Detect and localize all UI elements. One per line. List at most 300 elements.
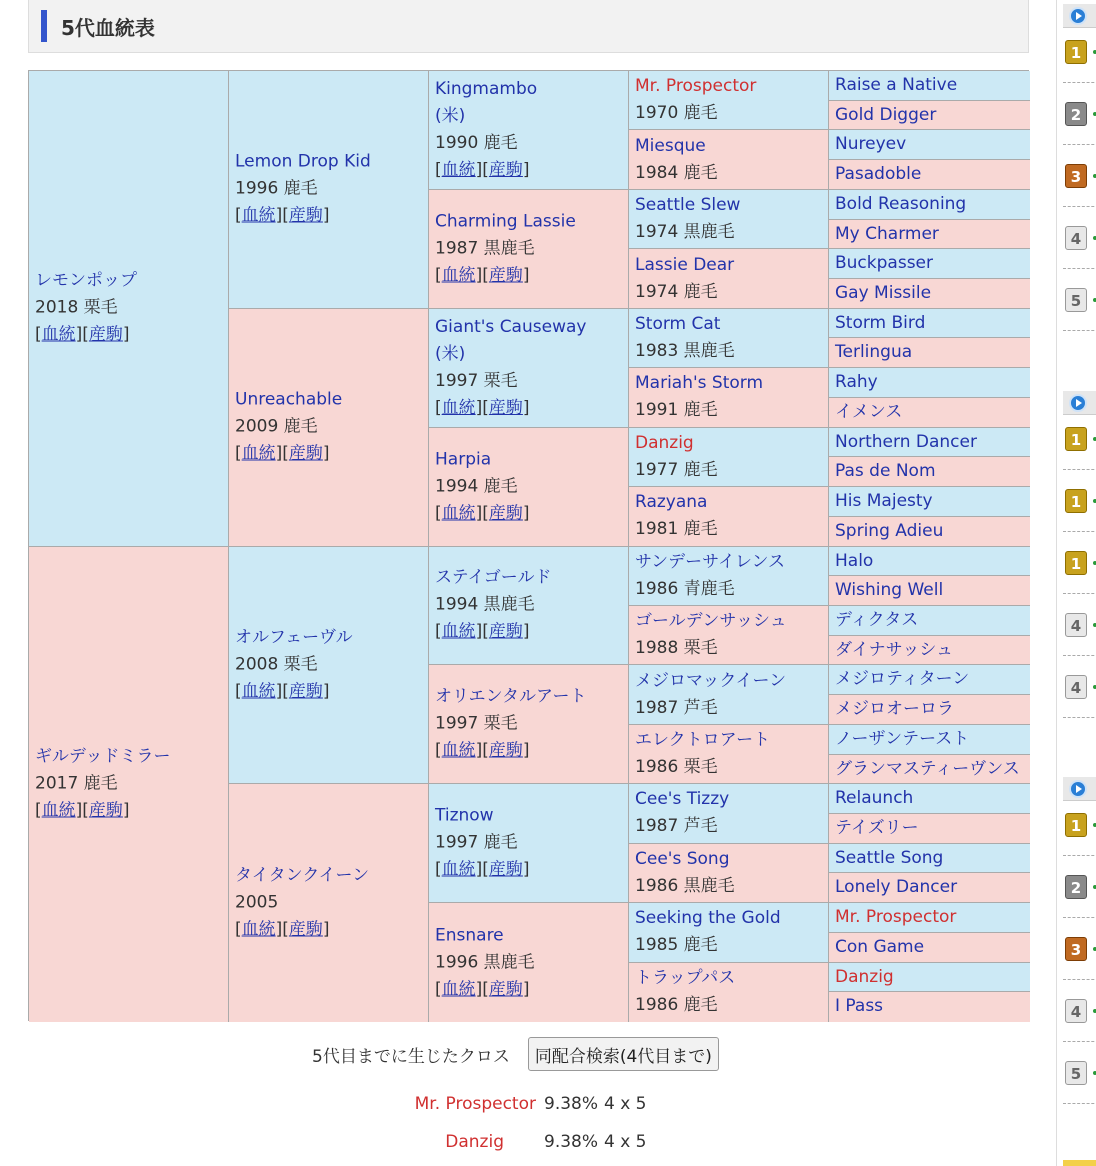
cross-item: [0, 1094, 700, 1118]
pedigree-table: [28, 70, 1029, 1021]
cell-content: [835, 101, 1024, 129]
play-circle-icon: [1069, 7, 1087, 25]
cell-content: [435, 803, 624, 884]
pedigree-cell-gen4: [629, 130, 829, 189]
horse-links: [血統][産駒]: [435, 159, 530, 180]
cross-row: [312, 1036, 719, 1072]
horse-name-link[interactable]: Bold Reasoning: [835, 193, 967, 214]
pedigree-cell-gen5: [829, 844, 1030, 874]
horse-name-link[interactable]: Spring Adieu: [835, 520, 944, 541]
horse-links: [血統][産駒]: [435, 859, 530, 880]
cell-content: [635, 905, 824, 959]
horse-name-link[interactable]: タイタンクイーン: [235, 865, 370, 886]
horse-name-link[interactable]: ゴールデンサッシュ: [635, 611, 787, 632]
horse-year-color: 1997 栗毛: [435, 370, 518, 391]
pedigree-cell-gen5: [829, 398, 1030, 428]
horse-name-link[interactable]: Charming Lassie: [435, 211, 576, 232]
horse-name-link[interactable]: ダイナサッシュ: [835, 639, 953, 660]
pedigree-cell-gen3: [429, 547, 629, 666]
cell-content: [835, 428, 1024, 456]
cell-content: [835, 725, 1024, 753]
offspring-link[interactable]: 産駒: [488, 397, 523, 418]
horse-name-link[interactable]: Lonely Dancer: [835, 877, 958, 898]
pedigree-link[interactable]: 血統: [41, 800, 76, 821]
horse-name-link[interactable]: Tiznow: [435, 805, 494, 826]
horse-name-link[interactable]: Northern Dancer: [835, 431, 977, 452]
pedigree-cell-gen4: [629, 487, 829, 546]
cell-content: [835, 547, 1024, 575]
pedigree-cell-gen5: [829, 160, 1030, 190]
rank-badge[interactable]: 4: [1065, 675, 1087, 699]
pedigree-cell-gen5: [829, 576, 1030, 606]
horse-links: [血統][産駒]: [435, 979, 530, 1000]
section-header: [28, 0, 1029, 53]
pedigree-cell-gen4: [629, 368, 829, 427]
horse-year-color: 2009 鹿毛: [235, 416, 318, 437]
horse-name-link[interactable]: ギルデッドミラー: [35, 746, 171, 767]
horse-name-link[interactable]: テイズリー: [835, 817, 919, 838]
pedigree-cell-gen5: [829, 309, 1030, 339]
horse-year-color: 1987 芦毛: [635, 816, 718, 837]
pedigree-cell-gen3: [429, 71, 629, 190]
horse-name-link[interactable]: オルフェーヴル: [235, 627, 353, 648]
horse-links: [血統][産駒]: [435, 503, 530, 524]
horse-name-link[interactable]: My Charmer: [835, 223, 939, 244]
header-accent-bar: [41, 10, 47, 42]
horse-name-link[interactable]: ノーザンテースト: [835, 728, 970, 749]
right-sidebar: [1056, 0, 1096, 1166]
pedigree-cell-gen5: [829, 963, 1030, 993]
pedigree-cell-gen2: [229, 547, 429, 785]
horse-links: [血統][産駒]: [35, 324, 130, 345]
horse-name-link[interactable]: Ensnare: [435, 925, 504, 946]
cell-content: [435, 684, 624, 765]
cell-content: [835, 844, 1024, 872]
horse-name-link[interactable]: Giant's Causeway: [435, 316, 587, 337]
rank-badge[interactable]: 4: [1065, 226, 1087, 250]
horse-name-link[interactable]: Harpia: [435, 449, 492, 470]
horse-year-color: 1996 黒鹿毛: [435, 952, 535, 973]
offspring-link[interactable]: 産駒: [488, 621, 523, 642]
pedigree-cell-gen4: [629, 71, 829, 130]
sidebar-divider: [1063, 268, 1096, 269]
pedigree-cell-gen5: [829, 547, 1030, 577]
pedigree-cell-gen4: [629, 725, 829, 784]
offspring-link[interactable]: 産駒: [288, 681, 323, 702]
cell-content: [235, 149, 424, 230]
horse-name-link[interactable]: メジロティターン: [835, 669, 970, 690]
cell-content: [435, 922, 624, 1003]
cell-content: [835, 784, 1024, 812]
horse-name-link[interactable]: Seattle Slew: [635, 195, 741, 216]
pedigree-link[interactable]: 血統: [441, 397, 476, 418]
offspring-link[interactable]: 産駒: [288, 205, 323, 226]
cell-content: [835, 695, 1024, 723]
offspring-link[interactable]: 産駒: [488, 979, 523, 1000]
offspring-link[interactable]: 産駒: [488, 740, 523, 761]
horse-name-link[interactable]: Lemon Drop Kid: [235, 151, 371, 172]
pedigree-link[interactable]: 血統: [241, 681, 276, 702]
pedigree-cell-gen3: [429, 903, 629, 1022]
pedigree-cell-gen4: [629, 844, 829, 903]
sidebar-divider: [1063, 206, 1096, 207]
sidebar-divider: [1063, 82, 1096, 83]
horse-year-color: 1990 鹿毛: [435, 132, 518, 153]
horse-year-color: 1985 鹿毛: [635, 935, 718, 956]
pedigree-cell-gen5: [829, 725, 1030, 755]
rank-badge[interactable]: 5: [1065, 1061, 1087, 1085]
rank-badge[interactable]: 1: [1065, 813, 1087, 837]
pedigree-link[interactable]: 血統: [441, 503, 476, 524]
pedigree-link[interactable]: 血統: [41, 324, 76, 345]
horse-name-link[interactable]: メジロオーロラ: [835, 699, 954, 720]
cell-content: [35, 268, 224, 349]
offspring-link[interactable]: 産駒: [488, 265, 523, 286]
horse-links: [血統][産駒]: [435, 740, 530, 761]
sidebar-divider: [1063, 593, 1096, 594]
rank-badge[interactable]: 4: [1065, 999, 1087, 1023]
pedigree-cell-gen1: [29, 547, 229, 1023]
rank-badge[interactable]: 1: [1065, 427, 1087, 451]
horse-name-link[interactable]: Storm Bird: [835, 312, 926, 333]
horse-year-color: 1981 鹿毛: [635, 519, 718, 540]
horse-name-link[interactable]: I Pass: [835, 996, 884, 1017]
cell-content: [835, 368, 1024, 396]
horse-name-link[interactable]: Kingmambo: [435, 78, 538, 99]
cell-content: [635, 311, 824, 365]
horse-links: [血統][産駒]: [235, 443, 330, 464]
horse-origin-link[interactable]: (米): [435, 343, 466, 364]
pedigree-cell-gen4: [629, 903, 829, 962]
pedigree-cell-gen4: [629, 606, 829, 665]
horse-name-link[interactable]: Pas de Nom: [835, 461, 936, 482]
horse-year-color: 1983 黒鹿毛: [635, 340, 735, 361]
offspring-link[interactable]: 産駒: [488, 159, 523, 180]
horse-year-color: 1987 芦毛: [635, 697, 718, 718]
sidebar-divider: [1063, 917, 1096, 918]
pedigree-cell-gen5: [829, 368, 1030, 398]
rank-badge[interactable]: 1: [1065, 551, 1087, 575]
horse-name-link[interactable]: Seeking the Gold: [635, 908, 781, 929]
horse-year-color: 1988 栗毛: [635, 638, 718, 659]
cell-content: [835, 487, 1024, 515]
pedigree-cell-gen5: [829, 695, 1030, 725]
horse-links: [血統][産駒]: [435, 265, 530, 286]
horse-links: [血統][産駒]: [35, 800, 130, 821]
sidebar-divider: [1063, 531, 1096, 532]
horse-year-color: 1974 黒鹿毛: [635, 222, 735, 243]
pedigree-cell-gen5: [829, 101, 1030, 131]
cell-content: [635, 133, 824, 187]
cell-content: [635, 252, 824, 306]
offspring-link[interactable]: 産駒: [288, 443, 323, 464]
sidebar-divider: [1063, 1103, 1096, 1104]
cell-content: [835, 665, 1024, 693]
cell-content: [235, 387, 424, 468]
horse-name-link[interactable]: Cee's Song: [635, 848, 730, 869]
pedigree-link[interactable]: 血統: [441, 979, 476, 1000]
sidebar-section-header: [1063, 777, 1096, 801]
pedigree-cell-gen5: [829, 933, 1030, 963]
pedigree-cell-gen5: [829, 130, 1030, 160]
offspring-link[interactable]: 産駒: [288, 919, 323, 940]
cell-content: [235, 624, 424, 705]
horse-year-color: 1996 鹿毛: [235, 178, 318, 199]
horse-year-color: 1986 鹿毛: [635, 995, 718, 1016]
cell-content: [635, 608, 824, 662]
pedigree-cell-gen5: [829, 220, 1030, 250]
cross-generation: 4 x 5: [604, 1094, 647, 1114]
horse-name-link[interactable]: Mr. Prospector: [635, 76, 757, 97]
horse-name-link[interactable]: サンデーサイレンス: [635, 551, 786, 572]
pedigree-cell-gen4: [629, 784, 829, 843]
horse-year-color: 1974 鹿毛: [635, 281, 718, 302]
offspring-link[interactable]: 産駒: [88, 324, 123, 345]
cross-horse-link[interactable]: Mr. Prospector: [414, 1094, 536, 1114]
horse-name-link[interactable]: Raise a Native: [835, 75, 958, 95]
horse-name-link[interactable]: オリエンタルアート: [435, 686, 587, 707]
pedigree-cell-gen5: [829, 755, 1030, 785]
rank-badge[interactable]: 4: [1065, 613, 1087, 637]
pedigree-cell-gen4: [629, 665, 829, 724]
horse-year-color: 1997 鹿毛: [435, 832, 518, 853]
cell-content: [435, 446, 624, 527]
cell-content: [835, 755, 1024, 783]
rank-badge[interactable]: 3: [1065, 164, 1087, 188]
cell-content: [435, 208, 624, 289]
pedigree-link[interactable]: 血統: [441, 740, 476, 761]
horse-name-link[interactable]: Gay Missile: [835, 283, 932, 304]
cell-content: [835, 576, 1024, 604]
cell-content: [835, 636, 1024, 664]
cell-content: [835, 130, 1024, 158]
cell-content: [35, 744, 224, 825]
pedigree-cell-gen5: [829, 338, 1030, 368]
horse-year-color: 2017 鹿毛: [35, 773, 118, 794]
horse-name-link[interactable]: Nureyev: [835, 134, 907, 155]
page-title: 5代血統表: [61, 16, 155, 40]
sidebar-bottom-bar: [1063, 1160, 1096, 1166]
offspring-link[interactable]: 産駒: [488, 503, 523, 524]
horse-name-link[interactable]: Mr. Prospector: [835, 907, 957, 928]
pedigree-link[interactable]: 血統: [441, 621, 476, 642]
pedigree-cell-gen5: [829, 814, 1030, 844]
horse-name-link[interactable]: ディクタス: [835, 609, 919, 630]
cell-content: [835, 338, 1024, 366]
cell-content: [835, 71, 1024, 99]
horse-year-color: 1994 鹿毛: [435, 476, 518, 497]
play-circle-icon: [1069, 780, 1087, 798]
horse-name-link[interactable]: イメンス: [835, 401, 903, 422]
cell-content: [635, 430, 824, 484]
pedigree-cell-gen5: [829, 606, 1030, 636]
rank-badge[interactable]: 1: [1065, 40, 1087, 64]
cell-content: [635, 73, 824, 127]
same-mating-search-button[interactable]: 同配合検索(4代目まで): [528, 1037, 719, 1071]
pedigree-cell-gen4: [629, 547, 829, 606]
pedigree-cell-gen5: [829, 636, 1030, 666]
pedigree-link[interactable]: 血統: [241, 205, 276, 226]
sidebar-divider: [1063, 979, 1096, 980]
pedigree-cell-gen4: [629, 249, 829, 308]
pedigree-cell-gen4: [629, 428, 829, 487]
cross-generation: 4 x 5: [604, 1132, 647, 1152]
sidebar-section-header: [1063, 391, 1096, 415]
cell-content: [635, 370, 824, 424]
cell-content: [835, 814, 1024, 842]
pedigree-cell-gen5: [829, 903, 1030, 933]
pedigree-cell-gen2: [229, 71, 429, 309]
sidebar-divider: [1063, 655, 1096, 656]
cell-content: [235, 863, 424, 944]
rank-badge[interactable]: 2: [1065, 102, 1087, 126]
pedigree-cell-gen5: [829, 279, 1030, 309]
horse-name-link[interactable]: Unreachable: [235, 389, 343, 410]
horse-name-link[interactable]: His Majesty: [835, 491, 933, 512]
rank-badge[interactable]: 2: [1065, 875, 1087, 899]
horse-name-link[interactable]: Mariah's Storm: [635, 373, 764, 394]
horse-year-color: 2005: [235, 892, 279, 913]
pedigree-cell-gen4: [629, 963, 829, 1022]
pedigree-cell-gen4: [629, 309, 829, 368]
cell-content: [635, 727, 824, 781]
horse-name-link[interactable]: エレクトロアート: [635, 730, 771, 751]
pedigree-cell-gen3: [429, 428, 629, 547]
cell-content: [435, 76, 624, 184]
pedigree-link[interactable]: 血統: [441, 265, 476, 286]
horse-name-link[interactable]: レモンポップ: [35, 270, 137, 291]
cell-content: [835, 933, 1024, 961]
cross-horse-link[interactable]: Danzig: [445, 1132, 504, 1152]
pedigree-cell-gen5: [829, 457, 1030, 487]
horse-year-color: 1970 鹿毛: [635, 103, 718, 124]
horse-name-link[interactable]: Wishing Well: [835, 580, 944, 601]
sidebar-divider: [1063, 855, 1096, 856]
horse-name-link[interactable]: メジロマックイーン: [635, 670, 787, 691]
cross-item: [0, 1132, 700, 1156]
pedigree-cell-gen4: [629, 190, 829, 249]
cell-content: [835, 160, 1024, 188]
horse-name-link[interactable]: Storm Cat: [635, 313, 721, 334]
pedigree-cell-gen5: [829, 487, 1030, 517]
pedigree-link[interactable]: 血統: [241, 443, 276, 464]
sidebar-section-header: [1063, 4, 1096, 28]
horse-links: [血統][産駒]: [235, 919, 330, 940]
rank-badge[interactable]: 5: [1065, 288, 1087, 312]
sidebar-divider: [1063, 717, 1096, 718]
sidebar-divider: [1063, 1041, 1096, 1042]
pedigree-cell-gen5: [829, 249, 1030, 279]
horse-name-link[interactable]: Rahy: [835, 372, 878, 393]
sidebar-divider: [1063, 469, 1096, 470]
horse-name-link[interactable]: Razyana: [635, 492, 708, 513]
horse-name-link[interactable]: Seattle Song: [835, 847, 944, 868]
pedigree-cell-gen5: [829, 71, 1030, 101]
horse-year-color: 1986 栗毛: [635, 757, 718, 778]
pedigree-link[interactable]: 血統: [441, 859, 476, 880]
cell-content: [835, 190, 1024, 218]
cell-content: [835, 457, 1024, 485]
cell-content: [835, 517, 1024, 545]
horse-links: [血統][産駒]: [235, 205, 330, 226]
horse-name-link[interactable]: Con Game: [835, 936, 925, 957]
rank-badge[interactable]: 3: [1065, 937, 1087, 961]
horse-name-link[interactable]: Terlingua: [835, 342, 913, 363]
horse-name-link[interactable]: Danzig: [635, 432, 694, 453]
pedigree-cell-gen5: [829, 190, 1030, 220]
horse-name-link[interactable]: トラップパス: [635, 968, 736, 989]
offspring-link[interactable]: 産駒: [488, 859, 523, 880]
pedigree-cell-gen5: [829, 873, 1030, 903]
horse-name-link[interactable]: ステイゴールド: [435, 567, 552, 588]
horse-year-color: 2018 栗毛: [35, 297, 118, 318]
pedigree-link[interactable]: 血統: [441, 159, 476, 180]
horse-year-color: 2008 栗毛: [235, 654, 318, 675]
horse-name-link[interactable]: Miesque: [635, 135, 706, 156]
pedigree-cell-gen3: [429, 309, 629, 428]
cell-content: [635, 786, 824, 840]
cell-content: [835, 279, 1024, 307]
cell-content: [835, 220, 1024, 248]
horse-name-link[interactable]: Cee's Tizzy: [635, 789, 730, 810]
cell-content: [635, 549, 824, 603]
cell-content: [835, 309, 1024, 337]
cross-label: 5代目までに生じたクロス: [312, 1046, 510, 1067]
horse-name-link[interactable]: グランマスティーヴンス: [835, 758, 1020, 779]
cell-content: [435, 314, 624, 422]
cell-content: [835, 992, 1024, 1020]
horse-name-link[interactable]: Halo: [835, 550, 874, 571]
horse-year-color: 1986 黒鹿毛: [635, 875, 735, 896]
pedigree-cell-gen5: [829, 992, 1030, 1022]
cell-content: [835, 963, 1024, 991]
offspring-link[interactable]: 産駒: [88, 800, 123, 821]
pedigree-cell-gen5: [829, 784, 1030, 814]
pedigree-cell-gen3: [429, 784, 629, 903]
sidebar-divider: [1063, 330, 1096, 331]
horse-year-color: 1991 鹿毛: [635, 400, 718, 421]
rank-badge[interactable]: 1: [1065, 489, 1087, 513]
cell-content: [635, 668, 824, 722]
horse-links: [血統][産駒]: [435, 621, 530, 642]
horse-name-link[interactable]: Relaunch: [835, 788, 914, 809]
horse-links: [血統][産駒]: [235, 681, 330, 702]
cell-content: [835, 606, 1024, 634]
cross-percent: 9.38%: [544, 1094, 599, 1114]
cell-content: [635, 489, 824, 543]
horse-name-link[interactable]: Buckpasser: [835, 253, 933, 274]
horse-year-color: 1984 鹿毛: [635, 162, 718, 183]
pedigree-link[interactable]: 血統: [241, 919, 276, 940]
horse-name-link[interactable]: Lassie Dear: [635, 254, 735, 275]
play-circle-icon: [1069, 394, 1087, 412]
cell-content: [635, 192, 824, 246]
horse-name-link[interactable]: Gold Digger: [835, 104, 937, 125]
horse-origin-link[interactable]: (米): [435, 105, 466, 126]
horse-name-link[interactable]: Pasadoble: [835, 164, 922, 185]
cell-content: [835, 873, 1024, 901]
pedigree-cell-gen3: [429, 190, 629, 309]
pedigree-cell-gen1: [29, 71, 229, 547]
pedigree-cell-gen2: [229, 309, 429, 547]
cell-content: [835, 249, 1024, 277]
horse-name-link[interactable]: Danzig: [835, 966, 894, 987]
horse-year-color: 1977 鹿毛: [635, 459, 718, 480]
horse-year-color: 1986 青鹿毛: [635, 578, 735, 599]
pedigree-cell-gen2: [229, 784, 429, 1022]
pedigree-cell-gen5: [829, 517, 1030, 547]
cell-content: [635, 846, 824, 900]
